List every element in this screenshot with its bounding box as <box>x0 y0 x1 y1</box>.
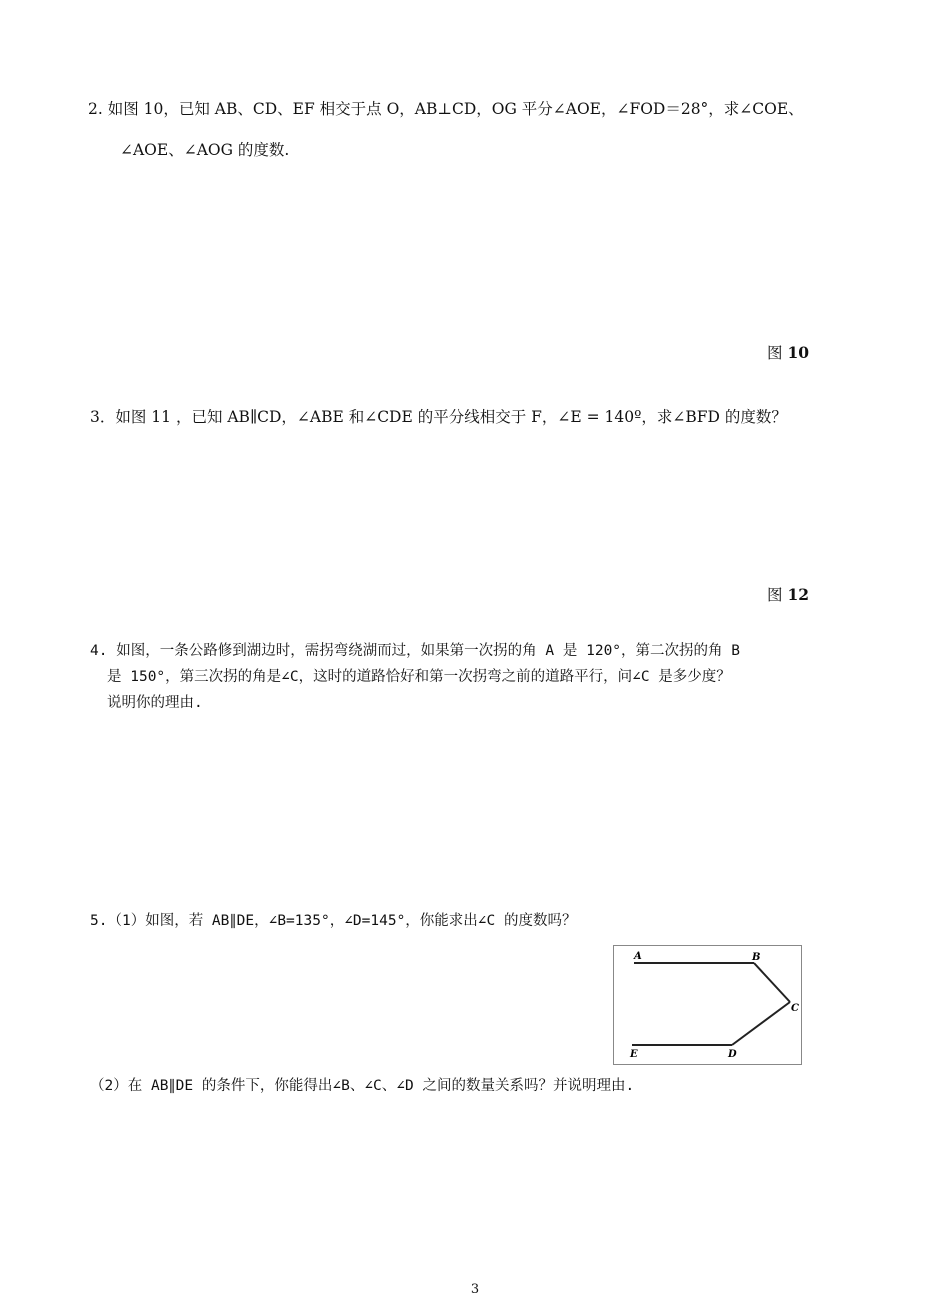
point-a-label: A <box>634 951 642 962</box>
figure-10-caption-prefix: 图 <box>767 344 788 362</box>
parallel-lines-figure <box>613 945 802 1065</box>
problem-5-line-1: 5.（1）如图，若 AB∥DE，∠B=135°，∠D=145°，你能求出∠C 的度数吗？ <box>90 913 577 929</box>
figure-10-caption <box>767 341 809 363</box>
point-b-label: B <box>752 952 761 963</box>
figure-12-caption-number: 12 <box>787 585 810 604</box>
figure-12-caption-prefix: 图 <box>767 586 788 604</box>
segment-cd <box>732 1002 790 1045</box>
point-d-label: D <box>728 1049 737 1060</box>
parallel-lines-figure-svg <box>614 946 801 1064</box>
segment-bc <box>754 963 790 1002</box>
figure-12-caption <box>767 583 809 605</box>
problem-4-line-2: 是 150°，第三次拐的角是∠C，这时的道路恰好和第一次拐弯之前的道路平行，问∠C 是多少度？ <box>107 669 731 685</box>
page-number: 3 <box>470 1282 480 1297</box>
figure-10-caption-number: 10 <box>787 343 810 362</box>
problem-3-line-1: 3．如图 11 ，已知 AB∥CD，∠ABE 和∠CDE 的平分线相交于 F，∠E = 140º，求∠BFD 的度数？ <box>90 408 787 426</box>
problem-2-line-1: 2. 如图 10，已知 AB、CD、EF 相交于点 O，AB⊥CD，OG 平分∠AOE，∠FOD＝28°，求∠COE、 <box>88 100 804 118</box>
problem-4-line-1: 4. 如图，一条公路修到湖边时，需拐弯绕湖而过，如果第一次拐的角 A 是 120°，第二次拐的角 B <box>90 643 740 659</box>
point-e-label: E <box>630 1049 638 1060</box>
problem-4-line-3: 说明你的理由. <box>107 695 203 711</box>
point-c-label: C <box>791 1003 799 1014</box>
problem-5-line-2: （2）在 AB∥DE 的条件下，你能得出∠B、∠C、∠D 之间的数量关系吗？并说明理由. <box>90 1078 635 1094</box>
problem-2-line-2: ∠AOE、∠AOG 的度数. <box>120 141 290 159</box>
